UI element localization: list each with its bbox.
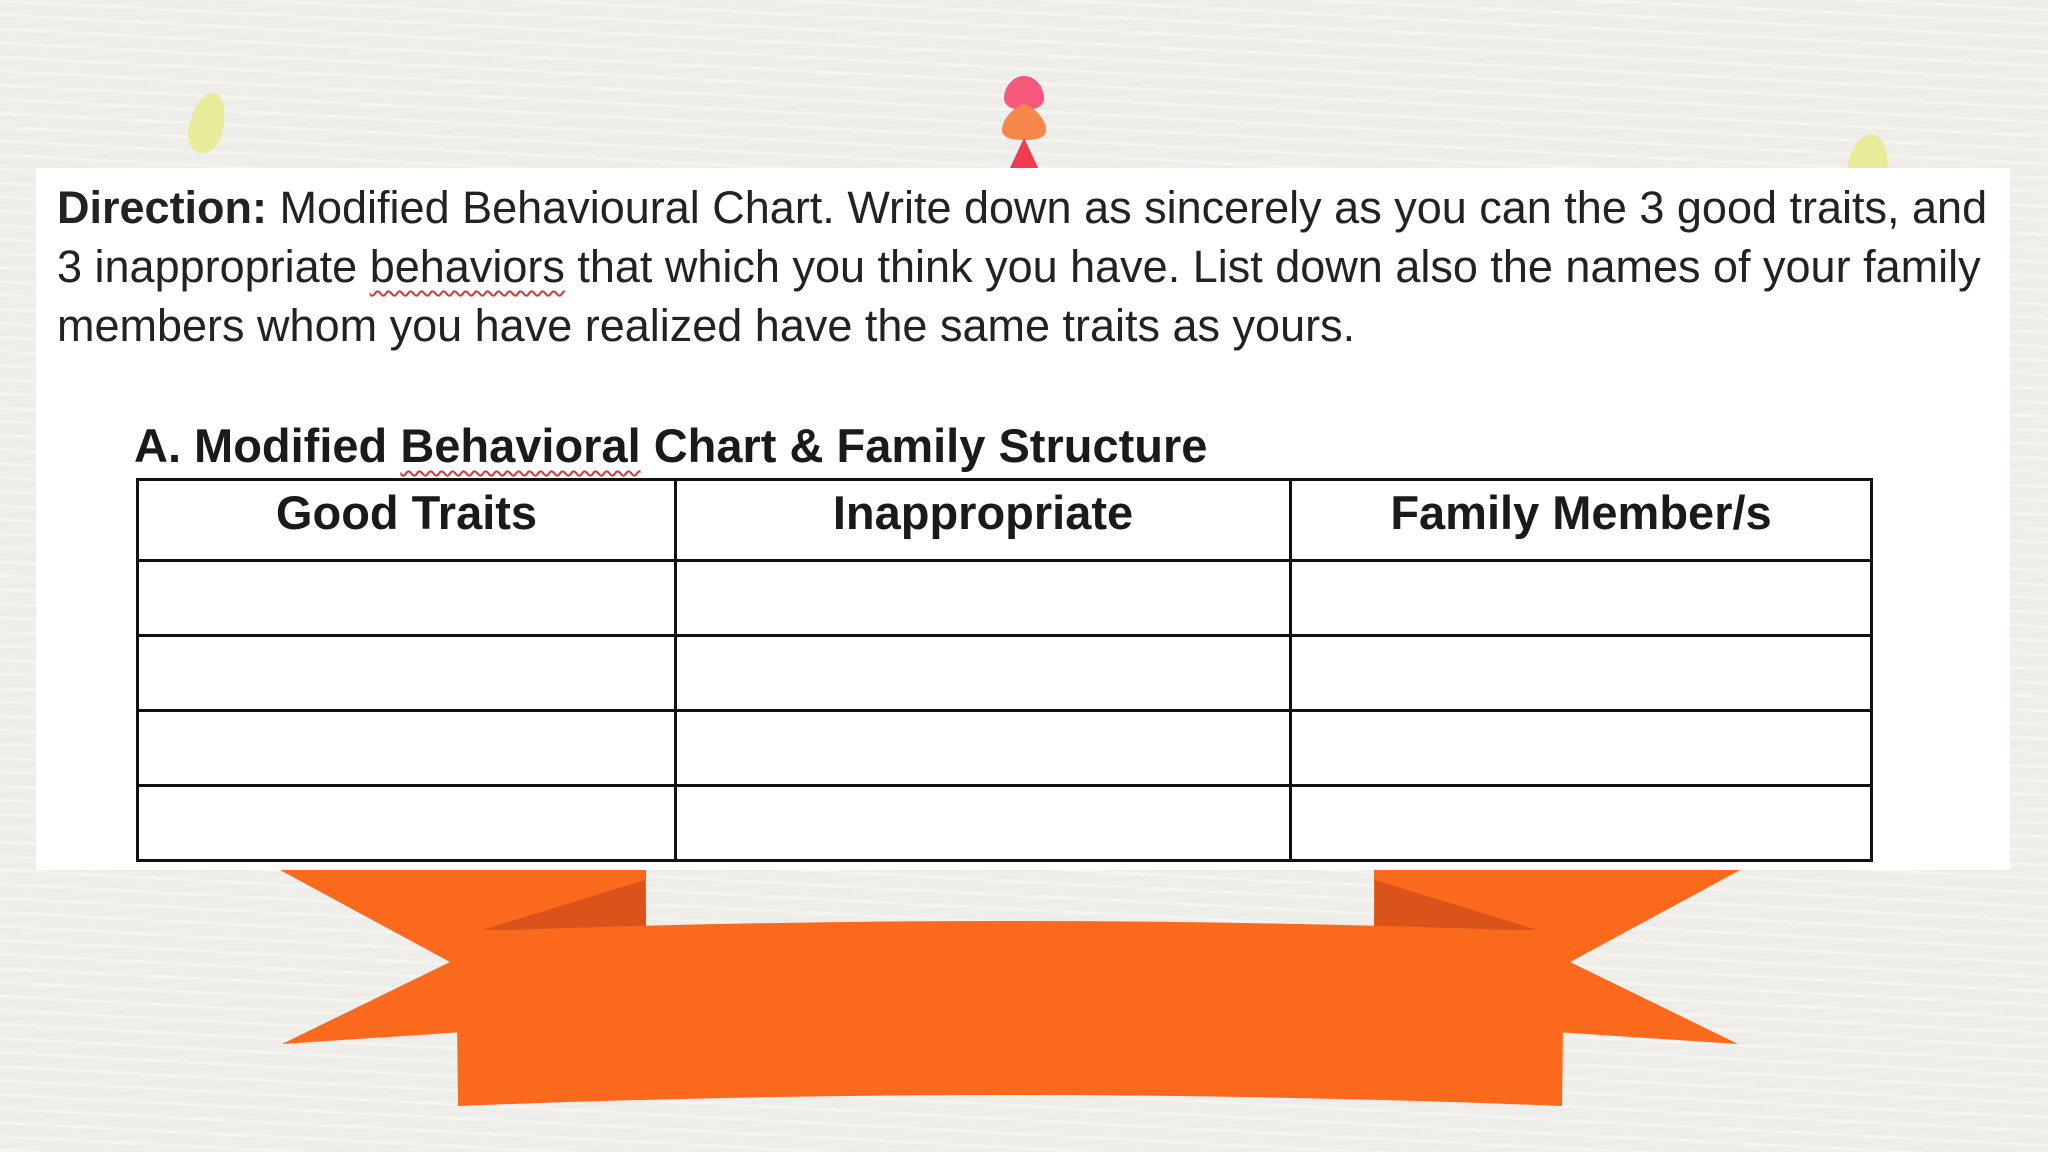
table-row bbox=[138, 636, 1872, 711]
cell-inappropriate[interactable] bbox=[676, 636, 1291, 711]
drop-red bbox=[1008, 138, 1040, 172]
cell-family-member[interactable] bbox=[1291, 636, 1872, 711]
table-row bbox=[138, 786, 1872, 861]
cell-good-trait[interactable] bbox=[138, 561, 676, 636]
section-title-suffix: Chart & Family Structure bbox=[640, 419, 1208, 472]
header-inappropriate: Inappropriate bbox=[676, 480, 1291, 561]
spellcheck-word: behaviors bbox=[369, 241, 565, 292]
table-header-row bbox=[138, 480, 1872, 561]
cell-family-member[interactable] bbox=[1291, 561, 1872, 636]
header-good-traits: Good Traits bbox=[138, 480, 676, 561]
ribbon-banner bbox=[270, 870, 1750, 1110]
cell-inappropriate[interactable] bbox=[676, 786, 1291, 861]
section-title bbox=[134, 418, 1207, 473]
cell-family-member[interactable] bbox=[1291, 711, 1872, 786]
cell-inappropriate[interactable] bbox=[676, 711, 1291, 786]
cell-good-trait[interactable] bbox=[138, 711, 676, 786]
stacked-drops-decoration bbox=[996, 74, 1052, 174]
behavioral-chart-table bbox=[136, 478, 1873, 862]
direction-paragraph bbox=[57, 178, 1997, 355]
direction-label: Direction: bbox=[57, 182, 268, 233]
ribbon-center bbox=[456, 921, 1564, 1106]
direction-text-part1: Modified Behavioural Chart. Write down as sincerely as you can the 3 good traits, and 3 inappropriate bbox=[57, 182, 1988, 292]
drop-orange bbox=[1002, 104, 1046, 140]
table-row bbox=[138, 711, 1872, 786]
spellcheck-word: Behavioral bbox=[400, 419, 641, 472]
section-title-prefix: A. Modified bbox=[134, 419, 401, 472]
cell-good-trait[interactable] bbox=[138, 636, 676, 711]
header-family-members: Family Member/s bbox=[1291, 480, 1872, 561]
cell-family-member[interactable] bbox=[1291, 786, 1872, 861]
cell-good-trait[interactable] bbox=[138, 786, 676, 861]
cell-inappropriate[interactable] bbox=[676, 561, 1291, 636]
direction-text-part2: that which you think you have. List down also the names of your family members whom you have realized have the same traits as yours. bbox=[57, 241, 1981, 351]
table-row bbox=[138, 561, 1872, 636]
